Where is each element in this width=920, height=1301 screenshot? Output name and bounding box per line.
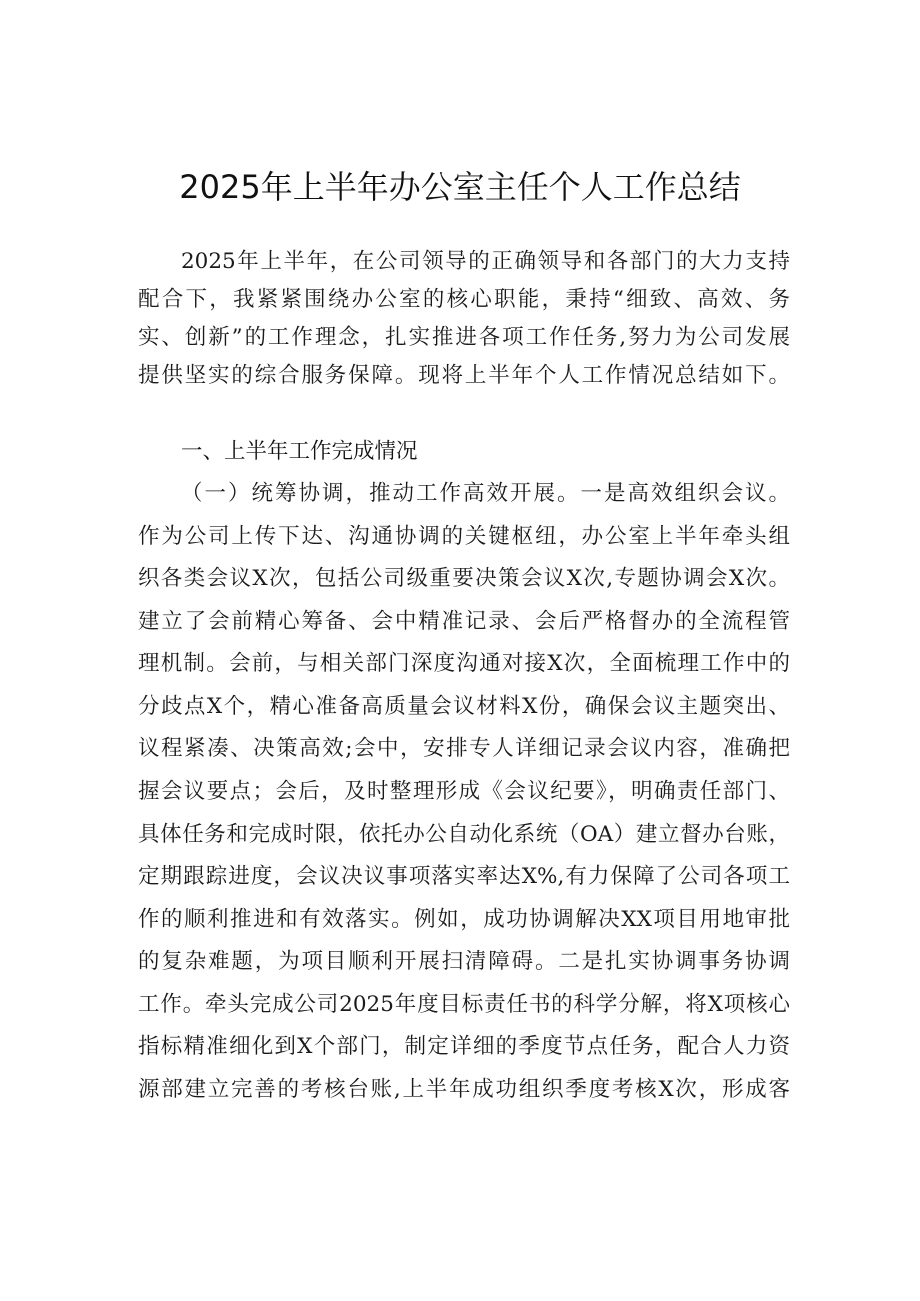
body-line: 具体任务和完成时限，依托办公自动化系统（OA）建立督办台账， — [138, 822, 790, 847]
body-line: 建立了会前精心筹备、会中精准记录、会后严格督办的全流程管 — [138, 609, 790, 634]
body-line: 织各类会议X次，包括公司级重要决策会议X次,专题协调会X次。 — [138, 566, 790, 591]
body-line: 握会议要点；会后，及时整理形成《会议纪要》，明确责任部门、 — [138, 779, 790, 804]
body-line: 理机制。会前，与相关部门深度沟通对接X次，全面梳理工作中的 — [138, 651, 790, 676]
body-line: 作为公司上传下达、沟通协调的关键枢纽，办公室上半年牵头组 — [138, 524, 790, 549]
intro-line: 实、创新”的工作理念，扎实推进各项工作任务,努力为公司发展 — [138, 325, 790, 350]
body-line: 分歧点X个，精心准备高质量会议材料X份，确保会议主题突出、 — [138, 694, 790, 719]
body-line: 源部建立完善的考核台账,上半年成功组织季度考核X次，形成客 — [138, 1077, 790, 1102]
body-line: 定期跟踪进度，会议决议事项落实率达X%,有力保障了公司各项工 — [138, 864, 790, 889]
intro-line: 提供坚实的综合服务保障。现将上半年个人工作情况总结如下。 — [138, 363, 790, 388]
intro-line: 2025年上半年，在公司领导的正确领导和各部门的大力支持 — [181, 249, 790, 274]
body-line: 作的顺利推进和有效落实。例如，成功协调解决XX项目用地审批 — [138, 907, 790, 932]
section-heading: 一、上半年工作完成情况 — [181, 439, 418, 464]
body-line: （一）统筹协调，推动工作高效开展。一是高效组织会议。 — [181, 481, 790, 506]
body-line: 议程紧凑、决策高效;会中，安排专人详细记录会议内容，准确把 — [138, 736, 790, 761]
body-line: 工作。牵头完成公司2025年度目标责任书的科学分解，将X项核心 — [138, 992, 790, 1017]
intro-line: 配合下，我紧紧围绕办公室的核心职能，秉持“细致、高效、务 — [138, 287, 790, 312]
document-title: 2025年上半年办公室主任个人工作总结 — [179, 168, 741, 206]
body-line: 指标精准细化到X个部门，制定详细的季度节点任务，配合人力资 — [138, 1034, 790, 1059]
body-line: 的复杂难题，为项目顺利开展扫清障碍。二是扎实协调事务协调 — [138, 949, 790, 974]
